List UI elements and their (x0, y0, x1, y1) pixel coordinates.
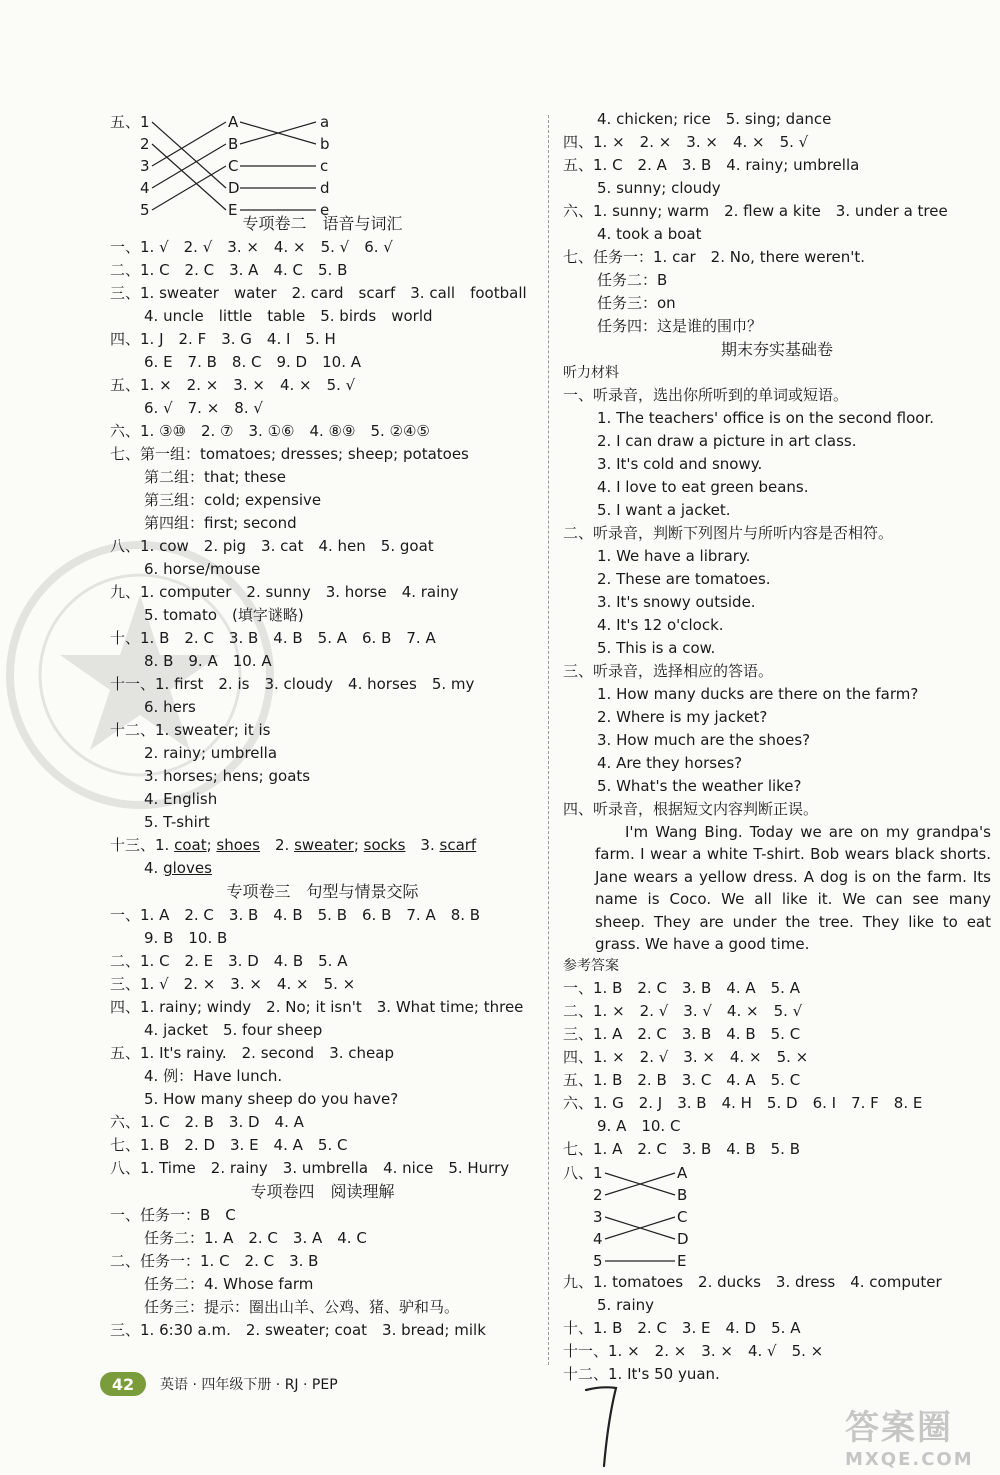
match-mid-c: C (228, 157, 239, 175)
answer-line: 第三组：cold; expensive (144, 491, 322, 509)
answer-line: 5. tomato (填字谜略) (144, 606, 304, 624)
answer-line: 六、1. ③⑩ 2. ⑦ 3. ①⑥ 4. ⑧⑨ 5. ②④⑤ (110, 422, 430, 440)
right-answers-part-a (563, 108, 991, 362)
answer-line: 一、1. B 2. C 3. B 4. A 5. A (563, 979, 800, 998)
right-column (563, 108, 991, 1386)
answer-line: 5. I want a jacket. (597, 501, 731, 519)
watermark-bottom-text: MXQE.COM (845, 1449, 974, 1470)
answer-line: 十、1. B 2. C 3. B 4. B 5. A 6. B 7. A (110, 629, 436, 647)
match-connector-lines (110, 108, 340, 212)
answer-line: 1. The teachers' office is on the second floor. (597, 409, 935, 427)
answer-line: 6. horse/mouse (144, 560, 261, 578)
answer-line: 十、1. B 2. C 3. E 4. D 5. A (563, 1319, 801, 1338)
page-footer (100, 1371, 338, 1397)
match-right-b: b (320, 135, 330, 153)
match-num-2: 2 (140, 135, 150, 153)
answer-line: 6. hers (144, 698, 196, 716)
answer-line: 任务二：B (597, 271, 668, 289)
match2-letter-b: B (677, 1186, 688, 1205)
listening-transcript (563, 384, 991, 821)
match2-num-1: 1 (593, 1164, 603, 1183)
match2-num-5: 5 (593, 1252, 603, 1271)
answer-line: 4. 例：Have lunch. (144, 1067, 283, 1085)
match2-letter-a: A (677, 1164, 688, 1183)
answer-line: 八、1. Time 2. rainy 3. umbrella 4. nice 5. Hurry (110, 1159, 510, 1177)
answer-line: 三、1. sweater water 2. card scarf 3. call football (110, 284, 527, 302)
matching-exercise-eight (563, 1161, 991, 1271)
answer-line-13-cont: 4. gloves (144, 859, 212, 877)
answer-line: 五、1. × 2. × 3. × 4. × 5. √ (110, 376, 356, 394)
answer-line: 二、听录音，判断下列图片与所听内容是否相符。 (563, 524, 894, 542)
match-mid-b: B (228, 135, 239, 153)
answer-line: 五、1. C 2. A 3. B 4. rainy; umbrella (563, 156, 860, 174)
answer-line: 4. uncle little table 5. birds world (144, 307, 433, 325)
answer-line: 十二、1. sweater; it is (110, 721, 271, 739)
left-answers-part-a (110, 212, 535, 834)
answer-line-13: 十三、1. coat; shoes 2. sweater; socks 3. scarf (110, 836, 477, 854)
answer-line: 4. English (144, 790, 218, 808)
answer-line: 5. This is a cow. (597, 639, 716, 657)
right-answers-part-c (563, 977, 991, 1161)
site-watermark (845, 1400, 995, 1470)
answer-line: 一、任务一：B C (110, 1206, 236, 1224)
answer-line: 五、1. It's rainy. 2. second 3. cheap (110, 1044, 394, 1062)
answer-line: 5. T-shirt (144, 813, 210, 831)
answer-line: 三、1. 6:30 a.m. 2. sweater; coat 3. bread; milk (110, 1321, 486, 1339)
answer-line: 4. chicken; rice 5. sing; dance (597, 110, 832, 128)
answer-line: 四、1. × 2. × 3. × 4. × 5. √ (563, 133, 809, 151)
handwritten-mark (582, 1380, 622, 1470)
match2-letter-c: C (677, 1208, 688, 1227)
answer-line: 四、1. rainy; windy 2. No; it isn't 3. What time; three (110, 998, 524, 1016)
answer-line: 3. It's cold and snowy. (597, 455, 763, 473)
answer-line: 5. How many sheep do you have? (144, 1090, 399, 1108)
match2-prefix: 八、 (563, 1164, 594, 1183)
answer-line: 十一、1. × 2. × 3. × 4. √ 5. × (563, 1342, 824, 1361)
answer-line: 2. Where is my jacket? (597, 708, 768, 726)
match-num-1: 1 (140, 113, 150, 131)
answer-line: 二、1. C 2. C 3. A 4. C 5. B (110, 261, 348, 279)
answer-line: 二、1. C 2. E 3. D 4. B 5. A (110, 952, 348, 970)
answer-line: 任务三：on (597, 294, 676, 312)
answer-line: 一、听录音，选出你所听到的单词或短语。 (563, 386, 849, 404)
answer-line: 七、1. A 2. C 3. B 4. B 5. B (563, 1140, 801, 1159)
match-prefix: 五、 (110, 113, 141, 131)
answer-line: 六、1. G 2. J 3. B 4. H 5. D 6. I 7. F 8. E (563, 1094, 923, 1113)
answer-line: 七、任务一：1. car 2. No, there weren't. (563, 248, 865, 266)
answer-line: 6. √ 7. × 8. √ (144, 399, 263, 417)
listening-passage: I'm Wang Bing. Today we are on my grandpa's farm. I wear a white T-shirt. Bob wears black shorts. Jane wears a yellow dress. A dog is on the farm. Its name is Coco. We all like it. We can see many sheep. They are under the tree. They like to eat grass. We have a good time. (595, 823, 991, 954)
answer-line: 3. It's snowy outside. (597, 593, 756, 611)
watermark-top-text: 答案圈 (845, 1408, 953, 1448)
section-heading: 专项卷三 句型与情景交际 (226, 882, 419, 901)
answer-line: 四、1. × 2. √ 3. × 4. × 5. × (563, 1048, 809, 1067)
match2-connector-lines (563, 1161, 693, 1271)
match-mid-d: D (228, 179, 240, 197)
answer-line: 六、1. sunny; warm 2. flew a kite 3. under a tree (563, 202, 948, 220)
answer-line: 任务二：1. A 2. C 3. A 4. C (144, 1229, 367, 1247)
answer-line: 一、1. √ 2. √ 3. × 4. × 5. √ 6. √ (110, 238, 393, 256)
answer-line: 十二、1. It's 50 yuan. (563, 1365, 720, 1384)
match-num-5: 5 (140, 201, 150, 219)
answer-line: 三、听录音，选择相应的答语。 (563, 662, 774, 680)
answer-line: 3. How much are the shoes? (597, 731, 811, 749)
answer-line: 第二组：that; these (144, 468, 286, 486)
page-number-badge: 42 (100, 1372, 146, 1396)
match-num-3: 3 (140, 157, 150, 175)
match2-letter-d: D (677, 1230, 689, 1249)
listening-material-label: 听力材料 (563, 365, 619, 381)
answer-line: 4. It's 12 o'clock. (597, 616, 724, 634)
answer-line: 8. B 9. A 10. A (144, 652, 272, 670)
answer-line: 4. jacket 5. four sheep (144, 1021, 323, 1039)
answer-line: 任务二：4. Whose farm (144, 1275, 314, 1293)
answer-line: 2. These are tomatoes. (597, 570, 771, 588)
answer-line: 十一、1. first 2. is 3. cloudy 4. horses 5. my (110, 675, 475, 693)
section-heading: 期末夯实基础卷 (720, 340, 833, 359)
answer-line: 3. horses; hens; goats (144, 767, 311, 785)
match2-num-4: 4 (593, 1230, 603, 1249)
answer-line: 四、听录音，根据短文内容判断正误。 (563, 800, 819, 818)
answer-line: 5. sunny; cloudy (597, 179, 721, 197)
answer-line: 1. How many ducks are there on the farm? (597, 685, 919, 703)
answer-line: 三、1. A 2. C 3. B 4. B 5. C (563, 1025, 801, 1044)
match2-num-3: 3 (593, 1208, 603, 1227)
answer-line: 5. rainy (597, 1296, 654, 1315)
match-right-e: e (320, 201, 330, 219)
answer-line: 四、1. J 2. F 3. G 4. I 5. H (110, 330, 336, 348)
match-num-4: 4 (140, 179, 150, 197)
answer-line: 三、1. √ 2. × 3. × 4. × 5. × (110, 975, 356, 993)
right-answers-part-d (563, 1271, 991, 1386)
answer-line: 任务三：提示：圈出山羊、公鸡、猪、驴和马。 (144, 1298, 460, 1316)
answer-line: 二、1. × 2. √ 3. √ 4. × 5. √ (563, 1002, 803, 1021)
matching-exercise-five (110, 108, 535, 219)
section-heading: 专项卷四 阅读理解 (250, 1182, 395, 1201)
answer-line: 第四组：first; second (144, 514, 297, 532)
answer-line: 4. I love to eat green beans. (597, 478, 809, 496)
match2-num-2: 2 (593, 1186, 603, 1205)
answer-line: 2. I can draw a picture in art class. (597, 432, 857, 450)
footer-book-info: 英语 · 四年级下册 · RJ · PEP (160, 1377, 338, 1393)
answer-line: 六、1. C 2. B 3. D 4. A (110, 1113, 304, 1131)
answer-line: 任务四：这是谁的围巾？ (597, 317, 763, 335)
answer-line: 5. What's the weather like? (597, 777, 802, 795)
answer-line: 一、1. A 2. C 3. B 4. B 5. B 6. B 7. A 8. B (110, 906, 481, 924)
answer-line: 9. A 10. C (597, 1117, 681, 1136)
match-mid-e: E (228, 201, 238, 219)
answer-line: 八、1. cow 2. pig 3. cat 4. hen 5. goat (110, 537, 434, 555)
answer-line: 七、第一组：tomatoes; dresses; sheep; potatoes (110, 445, 469, 463)
answer-line: 9. B 10. B (144, 929, 228, 947)
left-column (110, 108, 535, 1342)
answer-line: 4. took a boat (597, 225, 702, 243)
answer-line: 九、1. computer 2. sunny 3. horse 4. rainy (110, 583, 459, 601)
left-answers-part-b (110, 880, 535, 1342)
answer-line: 4. Are they horses? (597, 754, 743, 772)
match2-letter-e: E (677, 1252, 687, 1271)
match-right-d: d (320, 179, 330, 197)
answer-line: 2. rainy; umbrella (144, 744, 278, 762)
reference-answers-label: 参考答案 (563, 958, 619, 975)
match-right-c: c (320, 157, 329, 175)
match-right-a: a (320, 113, 330, 131)
answer-line: 七、1. B 2. D 3. E 4. A 5. C (110, 1136, 348, 1154)
match-mid-a: A (228, 113, 239, 131)
answer-line: 二、任务一：1. C 2. C 3. B (110, 1252, 319, 1270)
answer-line: 1. We have a library. (597, 547, 751, 565)
section-heading: 专项卷二 语音与词汇 (242, 214, 403, 233)
answer-line: 九、1. tomatoes 2. ducks 3. dress 4. computer (563, 1273, 942, 1292)
column-divider (548, 115, 549, 1365)
answer-line: 6. E 7. B 8. C 9. D 10. A (144, 353, 361, 371)
answer-line: 五、1. B 2. B 3. C 4. A 5. C (563, 1071, 801, 1090)
